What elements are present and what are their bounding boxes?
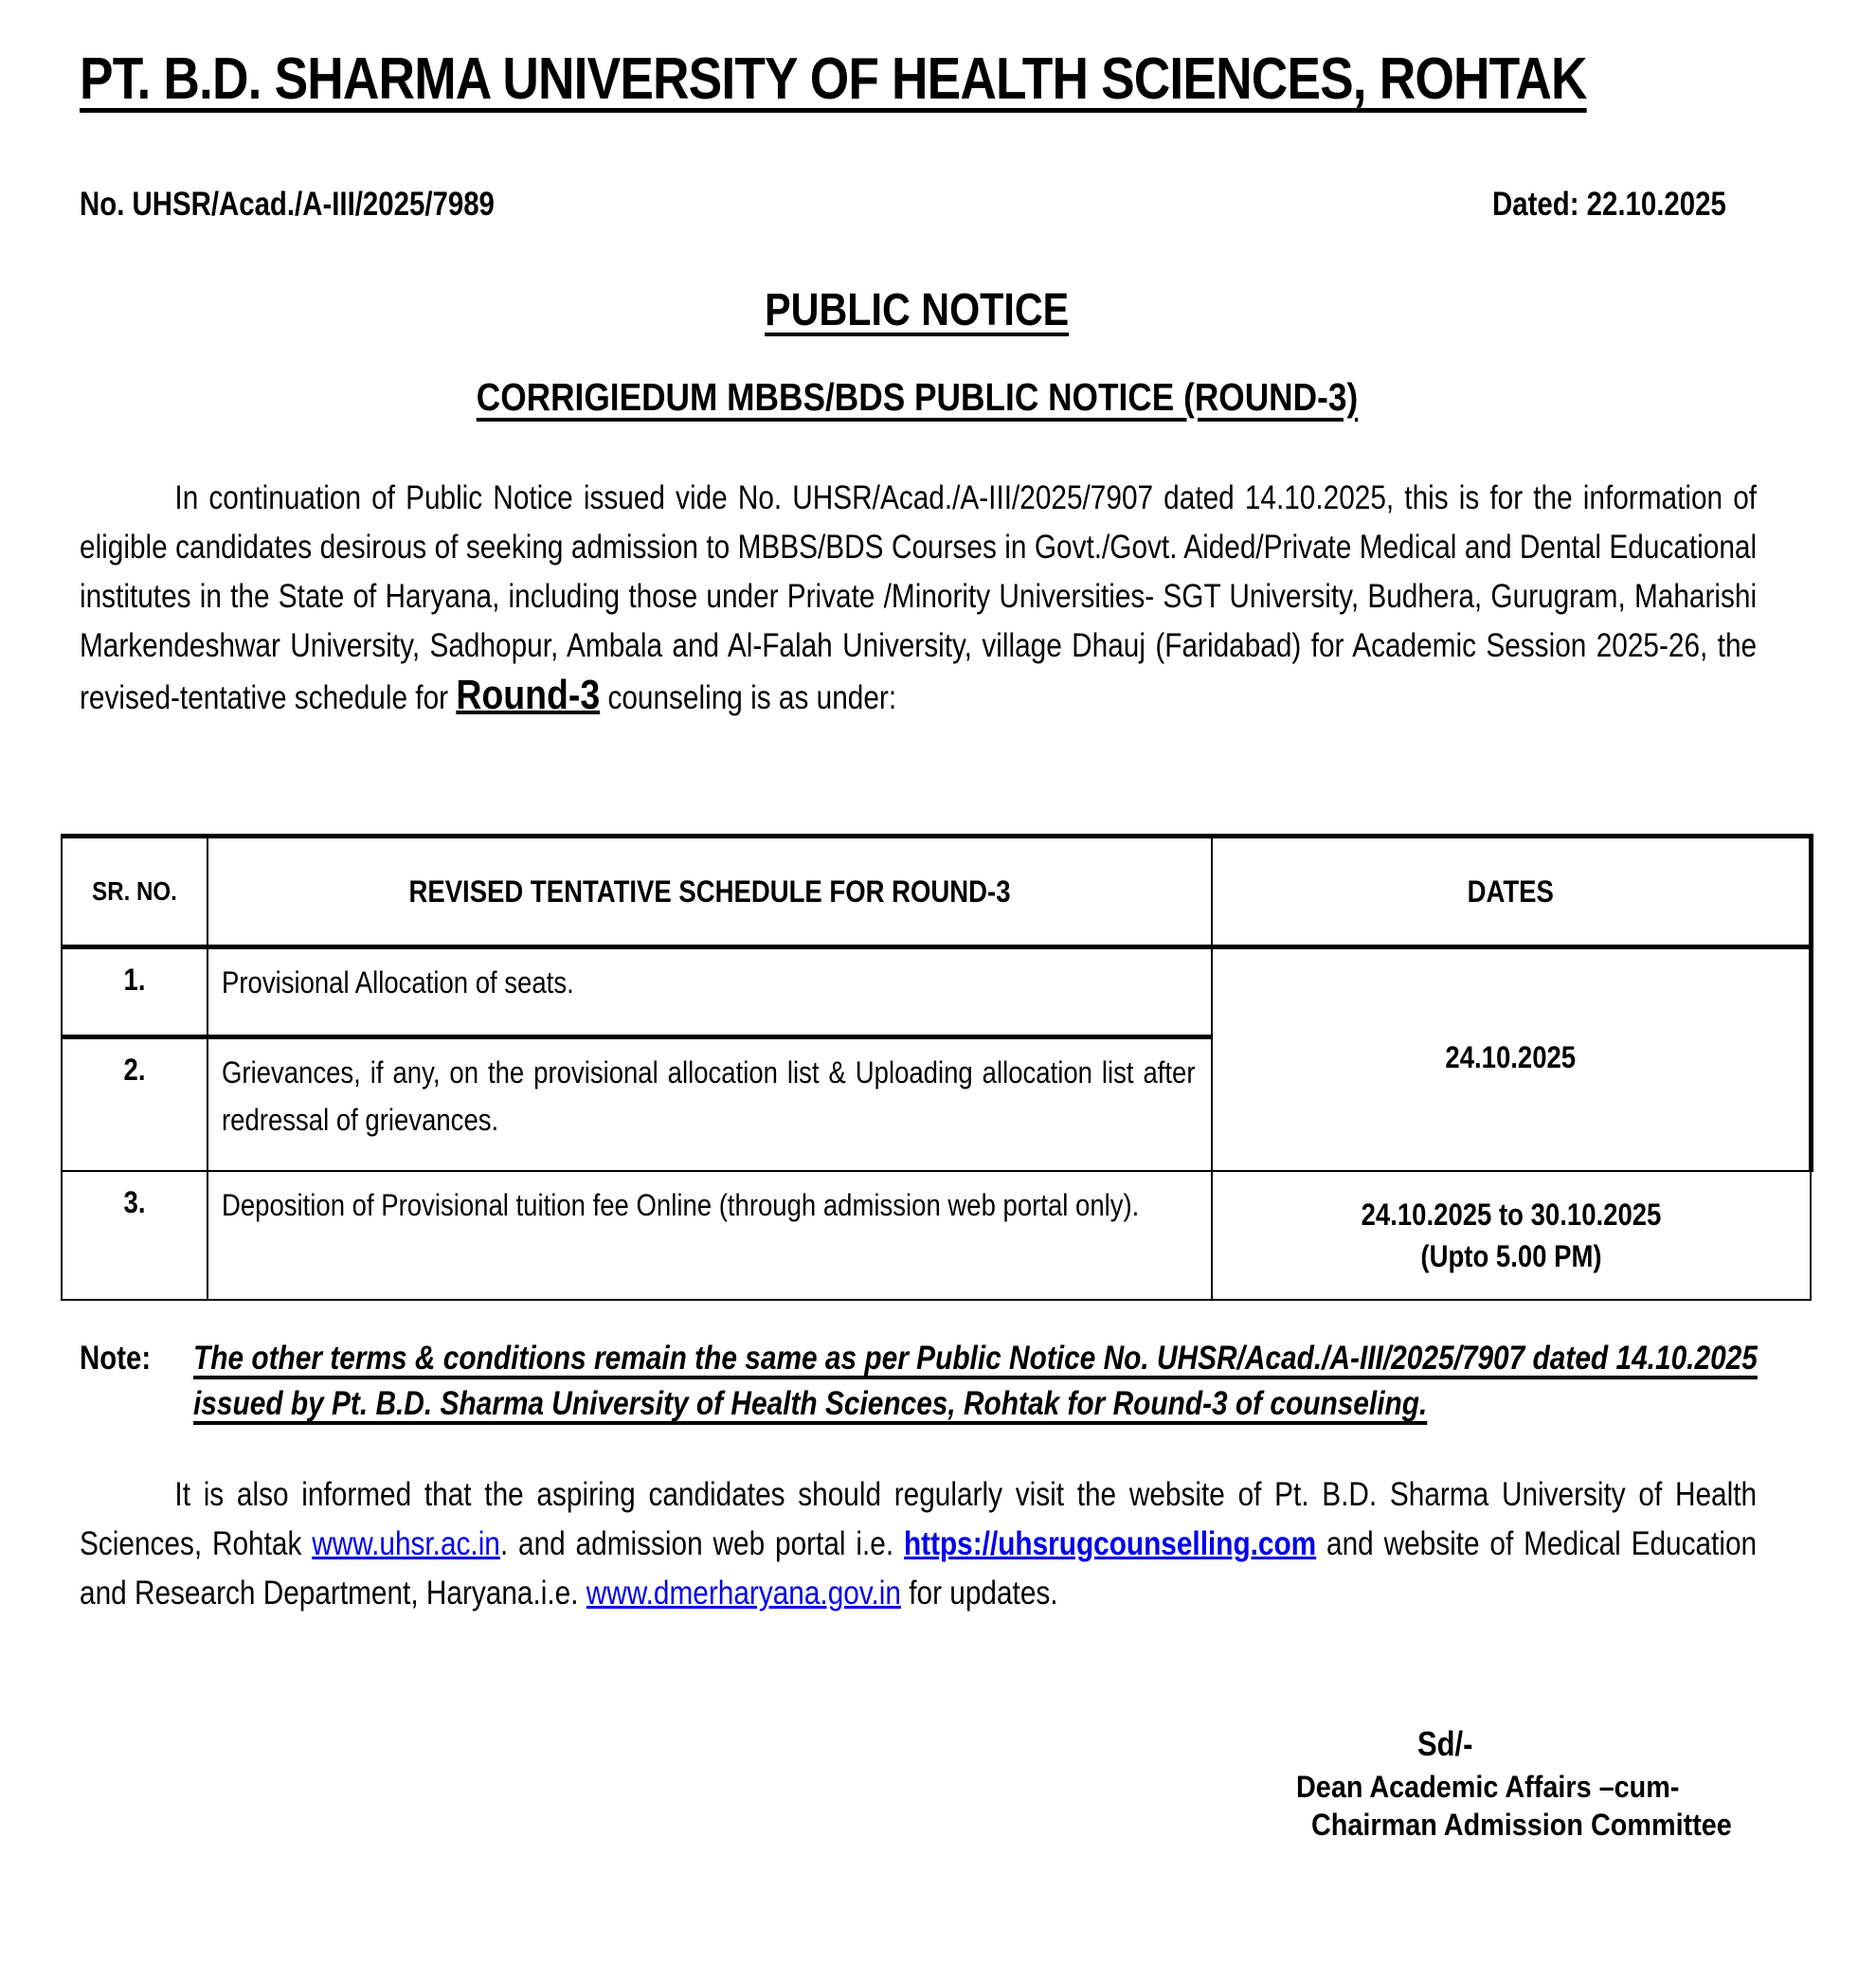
row-sr-no: 3.: [62, 1171, 207, 1300]
dmer-haryana-link[interactable]: www.dmerharyana.gov.in: [586, 1575, 901, 1612]
table-row: [62, 1171, 1811, 1300]
row-description: Deposition of Provisional tuition fee Online (through admission web portal only).: [207, 1171, 1212, 1300]
notice-date: Dated: 22.10.2025: [1492, 186, 1726, 223]
reference-number: No. UHSR/Acad./A-III/2025/7989: [80, 186, 495, 223]
info-paragraph: [80, 1470, 1757, 1618]
notice-subtitle: CORRIGIEDUM MBBS/BDS PUBLIC NOTICE (ROUND-3): [476, 375, 1359, 419]
uhsr-website-link[interactable]: www.uhsr.ac.in: [312, 1525, 500, 1562]
signatory-title-line2: Chairman Admission Committee: [1311, 1808, 1732, 1842]
date-deadline: (Upto 5.00 PM): [1420, 1239, 1602, 1273]
row-description: Grievances, if any, on the provisional allocation list & Uploading allocation list after redressal of grievances.: [207, 1037, 1212, 1172]
counselling-portal-link[interactable]: https://uhsrugcounselling.com: [903, 1525, 1317, 1562]
row-sr-no: 1.: [62, 947, 207, 1037]
round-highlight: Round-3: [456, 672, 601, 718]
row-description: Provisional Allocation of seats.: [207, 947, 1212, 1037]
note-label: Note:: [80, 1340, 152, 1377]
header-schedule: REVISED TENTATIVE SCHEDULE FOR ROUND-3: [207, 837, 1212, 947]
info-text: It is also informed that the aspiring candidates should regularly visit the website of Pt. B.D. Sharma University of Health Sciences, Rohtak: [80, 1476, 1758, 1562]
row-date: [1212, 1171, 1811, 1300]
notice-title: PUBLIC NOTICE: [765, 285, 1070, 335]
signatory-title-line1: Dean Academic Affairs –cum-: [1296, 1770, 1680, 1804]
info-text: and website of Medical Education and Research Department, Haryana.i.e.: [80, 1525, 1758, 1612]
header-sr-no: SR. NO.: [62, 837, 207, 947]
schedule-table: [61, 834, 1813, 1301]
table-header-row: [62, 837, 1811, 947]
header-dates: DATES: [1212, 837, 1811, 947]
date-range: 24.10.2025 to 30.10.2025: [1361, 1198, 1662, 1232]
table-row: [62, 947, 1811, 1037]
intro-text: In continuation of Public Notice issued vide No. UHSR/Acad./A-III/2025/7907 dated 14.10.2025, this is for the information of eligible candidates desirous of seeking admission to MBBS/BDS Courses in Govt./Govt. Aided/Private Medical and Dental Educational institutes in the State of Haryana, including those under Private /Minority Universities- SGT University, Budhera, Gurugram, Maharishi Markendeshwar University, Sadhopur, Ambala and Al-Falah University, village Dhauj (Faridabad) for Academic Session 2025-26, the revised-tentative schedule for: [80, 479, 1758, 716]
intro-paragraph: [80, 474, 1757, 723]
university-title: PT. B.D. SHARMA UNIVERSITY OF HEALTH SCIENCES, ROHTAK: [80, 46, 1587, 112]
info-text: . and admission web portal i.e.: [499, 1525, 904, 1562]
note-text: The other terms & conditions remain the same as per Public Notice No. UHSR/Acad./A-III/2025/7907 dated 14.10.2025 issued by Pt. B.D. Sharma University of Health Sciences, Rohtak for Round-3 of counseling.: [193, 1340, 1758, 1422]
row-date: 24.10.2025: [1212, 947, 1811, 1172]
info-text: for updates.: [900, 1575, 1058, 1612]
signature-sd: Sd/-: [1417, 1724, 1473, 1763]
notice-title-wrap: [0, 284, 1834, 336]
row-sr-no: 2.: [62, 1037, 207, 1172]
intro-text-end: counseling is as under:: [600, 679, 897, 716]
notice-subtitle-wrap: [0, 375, 1834, 420]
